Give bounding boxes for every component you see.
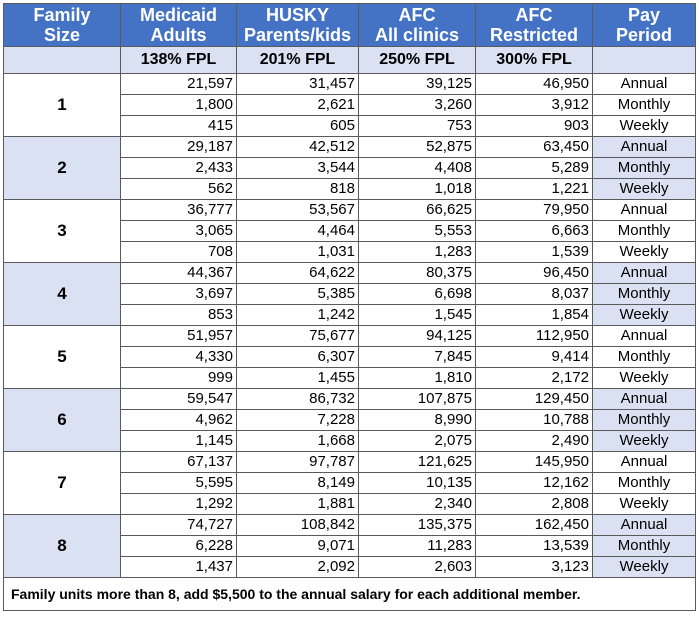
table-row xyxy=(4,326,696,347)
afc-all-value-cell: 8,990 xyxy=(359,410,476,431)
family-size-cell: 5 xyxy=(4,326,121,389)
husky-value-cell: 3,544 xyxy=(237,158,359,179)
afc-restricted-value-cell: 145,950 xyxy=(476,452,593,473)
afc-all-value-cell: 4,408 xyxy=(359,158,476,179)
afc-restricted-value-cell: 162,450 xyxy=(476,515,593,536)
table-row xyxy=(4,515,696,536)
afc-all-value-cell: 1,810 xyxy=(359,368,476,389)
afc-restricted-value-cell: 9,414 xyxy=(476,347,593,368)
pay-period-cell: Monthly xyxy=(593,95,696,116)
afc-restricted-value-cell: 6,663 xyxy=(476,221,593,242)
family-size-cell: 6 xyxy=(4,389,121,452)
table-row xyxy=(4,200,696,221)
afc-restricted-value-cell: 79,950 xyxy=(476,200,593,221)
husky-value-cell: 8,149 xyxy=(237,473,359,494)
afc-all-value-cell: 6,698 xyxy=(359,284,476,305)
afc-all-value-cell: 10,135 xyxy=(359,473,476,494)
afc-restricted-value-cell: 10,788 xyxy=(476,410,593,431)
income-limits-table xyxy=(3,3,696,611)
husky-value-cell: 2,621 xyxy=(237,95,359,116)
family-size-cell: 8 xyxy=(4,515,121,578)
family-size-header: Family Size xyxy=(4,4,121,47)
family-size-cell: 2 xyxy=(4,137,121,200)
column-header-row xyxy=(4,4,696,47)
income-table-container xyxy=(3,3,695,611)
pay-period-cell: Monthly xyxy=(593,221,696,242)
pay-period-cell: Monthly xyxy=(593,536,696,557)
medicaid-value-cell: 1,800 xyxy=(121,95,237,116)
medicaid-value-cell: 3,697 xyxy=(121,284,237,305)
afc-all-value-cell: 66,625 xyxy=(359,200,476,221)
medicaid-value-cell: 51,957 xyxy=(121,326,237,347)
pay-period-cell: Monthly xyxy=(593,158,696,179)
family-size-cell: 3 xyxy=(4,200,121,263)
medicaid-value-cell: 1,292 xyxy=(121,494,237,515)
pay-period-cell: Weekly xyxy=(593,368,696,389)
afc-all-value-cell: 121,625 xyxy=(359,452,476,473)
medicaid-value-cell: 67,137 xyxy=(121,452,237,473)
husky-value-cell: 97,787 xyxy=(237,452,359,473)
afc-all-value-cell: 1,545 xyxy=(359,305,476,326)
afc-all-value-cell: 3,260 xyxy=(359,95,476,116)
husky-value-cell: 5,385 xyxy=(237,284,359,305)
afc-all-value-cell: 2,075 xyxy=(359,431,476,452)
medicaid-value-cell: 3,065 xyxy=(121,221,237,242)
afc-all-value-cell: 5,553 xyxy=(359,221,476,242)
medicaid-value-cell: 4,962 xyxy=(121,410,237,431)
medicaid-value-cell: 1,145 xyxy=(121,431,237,452)
afc-restricted-value-cell: 1,221 xyxy=(476,179,593,200)
pay-period-cell: Annual xyxy=(593,137,696,158)
afc-restricted-value-cell: 8,037 xyxy=(476,284,593,305)
family-size-cell: 1 xyxy=(4,74,121,137)
husky-value-cell: 605 xyxy=(237,116,359,137)
fpl-300: 300% FPL xyxy=(476,47,593,74)
afc-all-value-cell: 7,845 xyxy=(359,347,476,368)
pay-period-cell: Weekly xyxy=(593,116,696,137)
afc-restricted-value-cell: 12,162 xyxy=(476,473,593,494)
husky-value-cell: 4,464 xyxy=(237,221,359,242)
afc-restricted-value-cell: 129,450 xyxy=(476,389,593,410)
pay-period-cell: Weekly xyxy=(593,494,696,515)
medicaid-value-cell: 5,595 xyxy=(121,473,237,494)
husky-value-cell: 1,242 xyxy=(237,305,359,326)
pay-period-cell: Annual xyxy=(593,74,696,95)
pay-period-header: Pay Period xyxy=(593,4,696,47)
medicaid-value-cell: 59,547 xyxy=(121,389,237,410)
afc-all-value-cell: 753 xyxy=(359,116,476,137)
pay-period-cell: Annual xyxy=(593,263,696,284)
afc-restricted-value-cell: 903 xyxy=(476,116,593,137)
footnote: Family units more than 8, add $5,500 to the annual salary for each additional member. xyxy=(4,578,696,611)
husky-value-cell: 6,307 xyxy=(237,347,359,368)
pay-period-cell: Weekly xyxy=(593,305,696,326)
afc-restricted-value-cell: 112,950 xyxy=(476,326,593,347)
afc-all-value-cell: 2,340 xyxy=(359,494,476,515)
family-size-cell: 7 xyxy=(4,452,121,515)
husky-value-cell: 1,881 xyxy=(237,494,359,515)
medicaid-value-cell: 2,433 xyxy=(121,158,237,179)
table-row xyxy=(4,263,696,284)
afc-all-value-cell: 11,283 xyxy=(359,536,476,557)
medicaid-value-cell: 4,330 xyxy=(121,347,237,368)
afc-restricted-value-cell: 96,450 xyxy=(476,263,593,284)
husky-value-cell: 31,457 xyxy=(237,74,359,95)
husky-parents-kids-header: HUSKY Parents/kids xyxy=(237,4,359,47)
table-row xyxy=(4,389,696,410)
husky-value-cell: 1,455 xyxy=(237,368,359,389)
fpl-header-row xyxy=(4,47,696,74)
fpl-201: 201% FPL xyxy=(237,47,359,74)
pay-period-cell: Annual xyxy=(593,515,696,536)
afc-restricted-value-cell: 1,539 xyxy=(476,242,593,263)
table-row xyxy=(4,74,696,95)
pay-period-cell: Weekly xyxy=(593,431,696,452)
afc-restricted-value-cell: 3,912 xyxy=(476,95,593,116)
husky-value-cell: 53,567 xyxy=(237,200,359,221)
medicaid-value-cell: 74,727 xyxy=(121,515,237,536)
afc-all-value-cell: 1,283 xyxy=(359,242,476,263)
afc-all-clinics-header: AFC All clinics xyxy=(359,4,476,47)
afc-restricted-value-cell: 3,123 xyxy=(476,557,593,578)
husky-value-cell: 9,071 xyxy=(237,536,359,557)
medicaid-value-cell: 6,228 xyxy=(121,536,237,557)
afc-restricted-value-cell: 2,490 xyxy=(476,431,593,452)
afc-all-value-cell: 94,125 xyxy=(359,326,476,347)
pay-period-cell: Weekly xyxy=(593,242,696,263)
afc-all-value-cell: 135,375 xyxy=(359,515,476,536)
pay-period-cell: Monthly xyxy=(593,284,696,305)
afc-restricted-header: AFC Restricted xyxy=(476,4,593,47)
table-row xyxy=(4,452,696,473)
medicaid-adults-header: Medicaid Adults xyxy=(121,4,237,47)
pay-period-cell: Monthly xyxy=(593,347,696,368)
pay-period-cell: Weekly xyxy=(593,179,696,200)
afc-all-value-cell: 52,875 xyxy=(359,137,476,158)
afc-restricted-value-cell: 13,539 xyxy=(476,536,593,557)
afc-restricted-value-cell: 46,950 xyxy=(476,74,593,95)
family-size-cell: 4 xyxy=(4,263,121,326)
fpl-period-blank-cell xyxy=(593,47,696,74)
medicaid-value-cell: 21,597 xyxy=(121,74,237,95)
fpl-250: 250% FPL xyxy=(359,47,476,74)
afc-restricted-value-cell: 2,808 xyxy=(476,494,593,515)
afc-all-value-cell: 80,375 xyxy=(359,263,476,284)
footnote-row xyxy=(4,578,696,611)
medicaid-value-cell: 36,777 xyxy=(121,200,237,221)
pay-period-cell: Annual xyxy=(593,200,696,221)
pay-period-cell: Annual xyxy=(593,326,696,347)
pay-period-cell: Weekly xyxy=(593,557,696,578)
husky-value-cell: 1,031 xyxy=(237,242,359,263)
fpl-blank-cell xyxy=(4,47,121,74)
pay-period-cell: Annual xyxy=(593,389,696,410)
husky-value-cell: 42,512 xyxy=(237,137,359,158)
husky-value-cell: 818 xyxy=(237,179,359,200)
pay-period-cell: Monthly xyxy=(593,473,696,494)
afc-all-value-cell: 1,018 xyxy=(359,179,476,200)
afc-all-value-cell: 2,603 xyxy=(359,557,476,578)
husky-value-cell: 75,677 xyxy=(237,326,359,347)
fpl-138: 138% FPL xyxy=(121,47,237,74)
husky-value-cell: 7,228 xyxy=(237,410,359,431)
afc-restricted-value-cell: 2,172 xyxy=(476,368,593,389)
medicaid-value-cell: 44,367 xyxy=(121,263,237,284)
afc-all-value-cell: 107,875 xyxy=(359,389,476,410)
husky-value-cell: 2,092 xyxy=(237,557,359,578)
pay-period-cell: Annual xyxy=(593,452,696,473)
medicaid-value-cell: 415 xyxy=(121,116,237,137)
husky-value-cell: 86,732 xyxy=(237,389,359,410)
medicaid-value-cell: 29,187 xyxy=(121,137,237,158)
afc-restricted-value-cell: 1,854 xyxy=(476,305,593,326)
husky-value-cell: 64,622 xyxy=(237,263,359,284)
medicaid-value-cell: 562 xyxy=(121,179,237,200)
afc-restricted-value-cell: 5,289 xyxy=(476,158,593,179)
medicaid-value-cell: 999 xyxy=(121,368,237,389)
medicaid-value-cell: 853 xyxy=(121,305,237,326)
husky-value-cell: 1,668 xyxy=(237,431,359,452)
afc-all-value-cell: 39,125 xyxy=(359,74,476,95)
afc-restricted-value-cell: 63,450 xyxy=(476,137,593,158)
husky-value-cell: 108,842 xyxy=(237,515,359,536)
medicaid-value-cell: 708 xyxy=(121,242,237,263)
table-body xyxy=(4,74,696,578)
table-row xyxy=(4,137,696,158)
pay-period-cell: Monthly xyxy=(593,410,696,431)
medicaid-value-cell: 1,437 xyxy=(121,557,237,578)
